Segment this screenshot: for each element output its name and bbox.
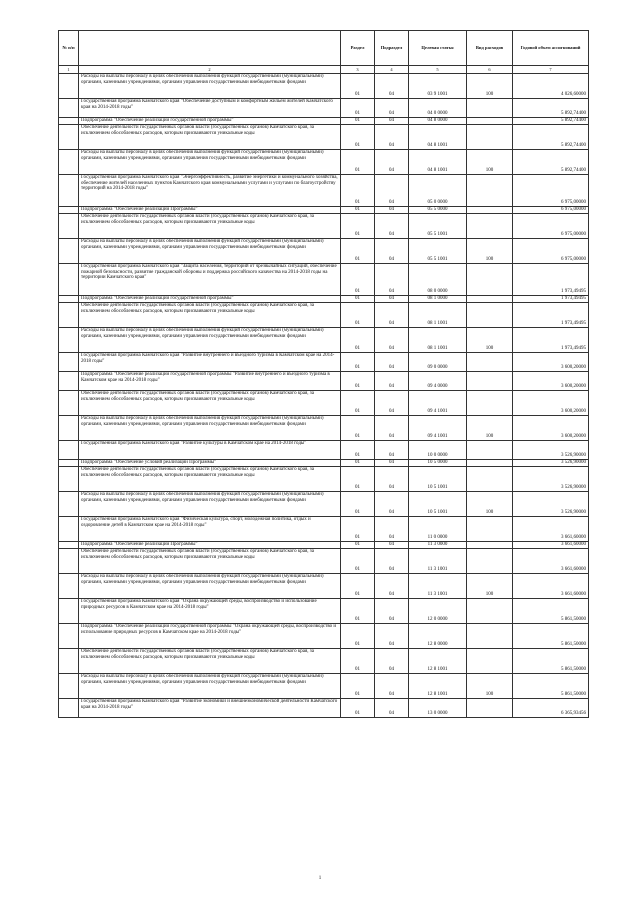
cell-sum: 1 973,49495 [513, 296, 589, 303]
cell-num [59, 118, 79, 125]
cell-num [59, 214, 79, 239]
cell-num [59, 599, 79, 624]
table-row [59, 549, 589, 574]
cell-podrazdel: 04 [375, 353, 409, 372]
cell-name: Обеспечение деятельности государственных органов власти (государственных органов) Камчатского края, за исключением обособленных расходов, которым присваиваются уникальные коды [79, 649, 341, 674]
cell-podrazdel: 04 [375, 441, 409, 460]
cell-num [59, 328, 79, 353]
cell-sum: 3 600,20000 [513, 372, 589, 391]
cell-sum: 5 892,74400 [513, 125, 589, 150]
cell-num [59, 542, 79, 549]
cell-name: Расходы на выплаты персоналу в целях обеспечения выполнения функций государственными (муниципальными) органами, казенными учреждениями, органами управления государственными внебюджетными фондами [79, 674, 341, 699]
cell-razdel: 01 [341, 328, 375, 353]
table-row [59, 175, 589, 207]
cell-num [59, 674, 79, 699]
cell-num [59, 460, 79, 467]
budget-sheet [58, 30, 588, 718]
cell-razdel: 01 [341, 74, 375, 99]
cell-num [59, 699, 79, 718]
cell-csr: 05 0 0000 [409, 175, 467, 207]
cell-vr [467, 599, 513, 624]
cell-csr: 08 1 1001 [409, 328, 467, 353]
cell-vr [467, 549, 513, 574]
cell-num [59, 239, 79, 264]
cell-razdel: 01 [341, 303, 375, 328]
cell-vr [467, 391, 513, 416]
cell-csr: 09 0 0000 [409, 353, 467, 372]
colnum: 5 [409, 66, 467, 74]
cell-sum: 6 365,93456 [513, 699, 589, 718]
cell-name: Подпрограмма "Обеспечение реализации Программы" [79, 207, 341, 214]
cell-csr: 08 0 0000 [409, 264, 467, 296]
cell-vr [467, 99, 513, 118]
cell-podrazdel: 04 [375, 467, 409, 492]
table-row [59, 624, 589, 649]
cell-razdel: 01 [341, 416, 375, 441]
cell-sum: 6 975,00000 [513, 175, 589, 207]
cell-podrazdel: 04 [375, 74, 409, 99]
header-name [79, 31, 341, 66]
cell-num [59, 549, 79, 574]
table-row [59, 99, 589, 118]
table-row [59, 239, 589, 264]
cell-sum: 3 526,90000 [513, 467, 589, 492]
cell-csr: 03 9 1001 [409, 74, 467, 99]
header-razdel: Раздел [341, 31, 375, 66]
table-row [59, 517, 589, 542]
cell-num [59, 74, 79, 99]
cell-razdel: 01 [341, 441, 375, 460]
cell-csr: 05 5 0000 [409, 207, 467, 214]
table-row [59, 372, 589, 391]
cell-name: Государственная программа Камчатского края "Энергоэффективность, развитие энергетики и коммунального хозяйства, обеспечение жителей населенных пунктов Камчатского края коммунальными услугами и услугами по благоустройству территорий на 2014-2018 годы" [79, 175, 341, 207]
cell-podrazdel: 04 [375, 624, 409, 649]
cell-vr: 100 [467, 328, 513, 353]
cell-razdel: 01 [341, 239, 375, 264]
cell-name: Подпрограмма "Обеспечение реализации государственной программы "Охрана окружающей среды, воспроизводство и использование природных ресурсов в Камчатском крае на 2014-2018 годы" [79, 624, 341, 649]
cell-podrazdel: 04 [375, 125, 409, 150]
cell-name: Расходы на выплаты персоналу в целях обеспечения выполнения функций государственными (муниципальными) органами, казенными учреждениями, органами управления государственными внебюджетными фондами [79, 492, 341, 517]
cell-podrazdel: 04 [375, 599, 409, 624]
cell-sum: 5 892,74400 [513, 99, 589, 118]
cell-vr: 100 [467, 150, 513, 175]
cell-name: Обеспечение деятельности государственных органов власти (государственных органов) Камчатского края, за исключением обособленных расходов, которым присваиваются уникальные коды [79, 467, 341, 492]
cell-podrazdel: 04 [375, 549, 409, 574]
cell-name: Государственная программа Камчатского края "Защита населения, территорий от чрезвычайных ситуаций, обеспечение пожарной безопасности, развитие гражданской обороны и поддержка российского казачества на 2014-2018 годы на территории Камчатского края" [79, 264, 341, 296]
cell-name: Обеспечение деятельности государственных органов власти (государственных органов) Камчатского края, за исключением обособленных расходов, которым присваиваются уникальные коды [79, 303, 341, 328]
cell-sum: 1 973,49495 [513, 264, 589, 296]
cell-name: Государственная программа Камчатского края "Развитие экономики и внешнеэкономической деятельности Камчатского края на 2014-2018 годы" [79, 699, 341, 718]
cell-razdel: 01 [341, 517, 375, 542]
cell-name: Обеспечение деятельности государственных органов власти (государственных органов) Камчатского края, за исключением обособленных расходов, которым присваиваются уникальные коды [79, 214, 341, 239]
cell-name: Расходы на выплаты персоналу в целях обеспечения выполнения функций государственными (муниципальными) органами, казенными учреждениями, органами управления государственными внебюджетными фондами [79, 328, 341, 353]
table-row [59, 599, 589, 624]
cell-sum: 5 861,50000 [513, 674, 589, 699]
table-row [59, 353, 589, 372]
colnum: 7 [513, 66, 589, 74]
header-num: № п/п [59, 31, 79, 66]
cell-razdel: 01 [341, 125, 375, 150]
cell-razdel: 01 [341, 296, 375, 303]
cell-podrazdel: 04 [375, 99, 409, 118]
table-row [59, 699, 589, 718]
cell-csr: 04 8 1001 [409, 125, 467, 150]
cell-num [59, 467, 79, 492]
cell-razdel: 01 [341, 699, 375, 718]
header-vr: Вид расходов [467, 31, 513, 66]
cell-vr [467, 175, 513, 207]
cell-podrazdel: 04 [375, 492, 409, 517]
header-sum: Годовой объем ассигнований [513, 31, 589, 66]
cell-razdel: 01 [341, 599, 375, 624]
table-row [59, 125, 589, 150]
cell-sum: 3 661,60000 [513, 517, 589, 542]
cell-name: Подпрограмма "Обеспечение реализации государственной программы "Развитие внутреннего и въездного туризма в Камчатском крае на 2014-2018 годы" [79, 372, 341, 391]
cell-name: Подпрограмма "Обеспечение реализации Программы" [79, 542, 341, 549]
cell-name: Расходы на выплаты персоналу в целях обеспечения выполнения функций государственными (муниципальными) органами, казенными учреждениями, органами управления государственными внебюджетными фондами [79, 74, 341, 99]
table-row [59, 303, 589, 328]
cell-razdel: 01 [341, 372, 375, 391]
cell-razdel: 01 [341, 353, 375, 372]
cell-num [59, 574, 79, 599]
cell-num [59, 125, 79, 150]
cell-name: Расходы на выплаты персоналу в целях обеспечения выполнения функций государственными (муниципальными) органами, казенными учреждениями, органами управления государственными внебюджетными фондами [79, 239, 341, 264]
cell-csr: 09 4 0000 [409, 372, 467, 391]
table-row [59, 467, 589, 492]
cell-csr: 11 3 1001 [409, 574, 467, 599]
cell-sum: 1 973,49495 [513, 303, 589, 328]
cell-razdel: 01 [341, 118, 375, 125]
cell-sum: 3 661,60000 [513, 574, 589, 599]
cell-csr: 09 4 1001 [409, 416, 467, 441]
table-row [59, 574, 589, 599]
cell-vr [467, 542, 513, 549]
cell-razdel: 01 [341, 574, 375, 599]
cell-podrazdel: 04 [375, 460, 409, 467]
cell-vr [467, 649, 513, 674]
cell-csr: 11 3 0000 [409, 542, 467, 549]
cell-podrazdel: 04 [375, 542, 409, 549]
cell-num [59, 303, 79, 328]
table-row [59, 391, 589, 416]
cell-vr [467, 353, 513, 372]
colnum: 1 [59, 66, 79, 74]
cell-sum: 6 975,00000 [513, 239, 589, 264]
cell-csr: 05 5 1001 [409, 214, 467, 239]
table-body [59, 74, 589, 718]
cell-razdel: 01 [341, 207, 375, 214]
cell-name: Подпрограмма "Обеспечение реализации государственной программы" [79, 296, 341, 303]
cell-num [59, 207, 79, 214]
cell-vr [467, 296, 513, 303]
cell-num [59, 441, 79, 460]
cell-num [59, 624, 79, 649]
cell-sum: 3 600,20000 [513, 353, 589, 372]
table-row [59, 296, 589, 303]
cell-podrazdel: 04 [375, 674, 409, 699]
cell-podrazdel: 04 [375, 207, 409, 214]
cell-sum: 5 861,50000 [513, 624, 589, 649]
cell-csr: 12 0 0000 [409, 599, 467, 624]
cell-podrazdel: 04 [375, 175, 409, 207]
cell-sum: 4 026,60000 [513, 74, 589, 99]
cell-podrazdel: 04 [375, 239, 409, 264]
cell-vr [467, 207, 513, 214]
cell-num [59, 99, 79, 118]
table-row [59, 74, 589, 99]
cell-sum: 3 661,60000 [513, 542, 589, 549]
cell-csr: 10 5 0000 [409, 460, 467, 467]
cell-podrazdel: 04 [375, 649, 409, 674]
cell-name: Государственная программа Камчатского края "Развитие культуры в Камчатском крае на 2014-2018 годы" [79, 441, 341, 460]
cell-num [59, 391, 79, 416]
cell-sum: 3 661,60000 [513, 549, 589, 574]
cell-csr: 12 8 0000 [409, 624, 467, 649]
cell-csr: 04 0 0000 [409, 99, 467, 118]
cell-name: Государственная программа Камчатского края "Физическая культура, спорт, молодежная политика, отдых и оздоровление детей в Камчатском крае на 2014-2018 годы" [79, 517, 341, 542]
cell-razdel: 01 [341, 214, 375, 239]
cell-podrazdel: 04 [375, 150, 409, 175]
cell-podrazdel: 04 [375, 328, 409, 353]
cell-sum: 5 861,50000 [513, 649, 589, 674]
cell-num [59, 416, 79, 441]
cell-podrazdel: 04 [375, 118, 409, 125]
cell-csr: 13 0 0000 [409, 699, 467, 718]
cell-vr [467, 460, 513, 467]
budget-table [58, 30, 589, 718]
cell-csr: 10 0 0000 [409, 441, 467, 460]
colnum: 4 [375, 66, 409, 74]
table-row [59, 441, 589, 460]
cell-csr: 04 8 1001 [409, 150, 467, 175]
cell-razdel: 01 [341, 467, 375, 492]
cell-vr [467, 125, 513, 150]
cell-sum: 3 526,90000 [513, 441, 589, 460]
colnum: 6 [467, 66, 513, 74]
cell-razdel: 01 [341, 460, 375, 467]
table-row [59, 649, 589, 674]
cell-num [59, 649, 79, 674]
table-row [59, 674, 589, 699]
table-row [59, 118, 589, 125]
cell-sum: 3 526,90000 [513, 492, 589, 517]
colnum: 3 [341, 66, 375, 74]
cell-num [59, 517, 79, 542]
cell-sum: 5 892,74400 [513, 150, 589, 175]
cell-podrazdel: 04 [375, 303, 409, 328]
cell-name: Государственная программа Камчатского края "Развитие внутреннего и въездного туризма в Камчатском крае на 2014-2018 годы" [79, 353, 341, 372]
column-number-row [59, 66, 589, 74]
cell-sum: 1 973,49495 [513, 328, 589, 353]
cell-vr [467, 441, 513, 460]
cell-csr: 11 0 0000 [409, 517, 467, 542]
cell-vr [467, 372, 513, 391]
cell-num [59, 150, 79, 175]
cell-razdel: 01 [341, 674, 375, 699]
cell-vr: 100 [467, 492, 513, 517]
table-row [59, 542, 589, 549]
header-csr: Целевая статья [409, 31, 467, 66]
cell-name: Обеспечение деятельности государственных органов власти (государственных органов) Камчатского края, за исключением обособленных расходов, которым присваиваются уникальные коды [79, 391, 341, 416]
cell-num [59, 175, 79, 207]
cell-sum: 6 975,00000 [513, 207, 589, 214]
table-row [59, 460, 589, 467]
cell-num [59, 264, 79, 296]
cell-razdel: 01 [341, 99, 375, 118]
cell-razdel: 01 [341, 391, 375, 416]
cell-sum: 5 861,50000 [513, 599, 589, 624]
cell-vr [467, 517, 513, 542]
cell-csr: 10 5 1001 [409, 492, 467, 517]
cell-sum: 3 600,20000 [513, 391, 589, 416]
cell-podrazdel: 04 [375, 214, 409, 239]
table-row [59, 492, 589, 517]
cell-vr: 100 [467, 674, 513, 699]
cell-csr: 08 1 1001 [409, 303, 467, 328]
cell-razdel: 01 [341, 549, 375, 574]
cell-csr: 04 8 0000 [409, 118, 467, 125]
cell-podrazdel: 04 [375, 264, 409, 296]
page-number: 1 [318, 876, 322, 881]
cell-num [59, 353, 79, 372]
cell-num [59, 296, 79, 303]
cell-csr: 11 3 1001 [409, 549, 467, 574]
table-row [59, 214, 589, 239]
cell-num [59, 492, 79, 517]
cell-vr: 100 [467, 574, 513, 599]
cell-sum: 3 526,90000 [513, 460, 589, 467]
table-row [59, 264, 589, 296]
table-row [59, 150, 589, 175]
cell-podrazdel: 04 [375, 416, 409, 441]
cell-podrazdel: 04 [375, 574, 409, 599]
cell-razdel: 01 [341, 624, 375, 649]
cell-razdel: 01 [341, 492, 375, 517]
cell-csr: 12 8 1001 [409, 649, 467, 674]
header-row [59, 31, 589, 66]
cell-csr: 12 8 1001 [409, 674, 467, 699]
cell-razdel: 01 [341, 175, 375, 207]
cell-razdel: 01 [341, 264, 375, 296]
cell-num [59, 372, 79, 391]
colnum: 2 [79, 66, 341, 74]
cell-name: Государственная программа Камчатского края "Охрана окружающей среды, воспроизводство и использование природных ресурсов в Камчатском крае на 2014-2018 годы" [79, 599, 341, 624]
cell-sum: 6 975,00000 [513, 214, 589, 239]
table-row [59, 328, 589, 353]
cell-vr [467, 467, 513, 492]
cell-vr [467, 118, 513, 125]
cell-razdel: 01 [341, 542, 375, 549]
cell-razdel: 01 [341, 649, 375, 674]
cell-name: Подпрограмма "Обеспечение условий реализации Программы" [79, 460, 341, 467]
cell-podrazdel: 04 [375, 517, 409, 542]
cell-csr: 05 5 1001 [409, 239, 467, 264]
table-row [59, 416, 589, 441]
cell-vr: 100 [467, 74, 513, 99]
header-podrazdel: Подраздел [375, 31, 409, 66]
cell-name: Расходы на выплаты персоналу в целях обеспечения выполнения функций государственными (муниципальными) органами, казенными учреждениями, органами управления государственными внебюджетными фондами [79, 574, 341, 599]
cell-name: Расходы на выплаты персоналу в целях обеспечения выполнения функций государственными (муниципальными) органами, казенными учреждениями, органами управления государственными внебюджетными фондами [79, 150, 341, 175]
cell-vr [467, 214, 513, 239]
cell-name: Подпрограмма "Обеспечение реализации государственной программы" [79, 118, 341, 125]
cell-podrazdel: 04 [375, 372, 409, 391]
cell-vr [467, 624, 513, 649]
cell-podrazdel: 04 [375, 296, 409, 303]
cell-sum: 5 892,74400 [513, 118, 589, 125]
cell-csr: 08 1 0000 [409, 296, 467, 303]
cell-razdel: 01 [341, 150, 375, 175]
cell-csr: 09 4 1001 [409, 391, 467, 416]
cell-podrazdel: 04 [375, 699, 409, 718]
table-row [59, 207, 589, 214]
cell-name: Обеспечение деятельности государственных органов власти (государственных органов) Камчатского края, за исключением обособленных расходов, которым присваиваются уникальные коды [79, 549, 341, 574]
cell-sum: 3 600,20000 [513, 416, 589, 441]
cell-vr [467, 303, 513, 328]
cell-name: Государственная программа Камчатского края "Обеспечение доступным и комфортным жильем жителей Камчатского края на 2014-2018 годы" [79, 99, 341, 118]
cell-vr: 100 [467, 416, 513, 441]
cell-vr [467, 699, 513, 718]
cell-name: Расходы на выплаты персоналу в целях обеспечения выполнения функций государственными (муниципальными) органами, казенными учреждениями, органами управления государственными внебюджетными фондами [79, 416, 341, 441]
cell-vr: 100 [467, 239, 513, 264]
cell-name: Обеспечение деятельности государственных органов власти (государственных органов) Камчатского края, за исключением обособленных расходов, которым присваиваются уникальные коды [79, 125, 341, 150]
cell-podrazdel: 04 [375, 391, 409, 416]
cell-vr [467, 264, 513, 296]
cell-csr: 10 5 1001 [409, 467, 467, 492]
